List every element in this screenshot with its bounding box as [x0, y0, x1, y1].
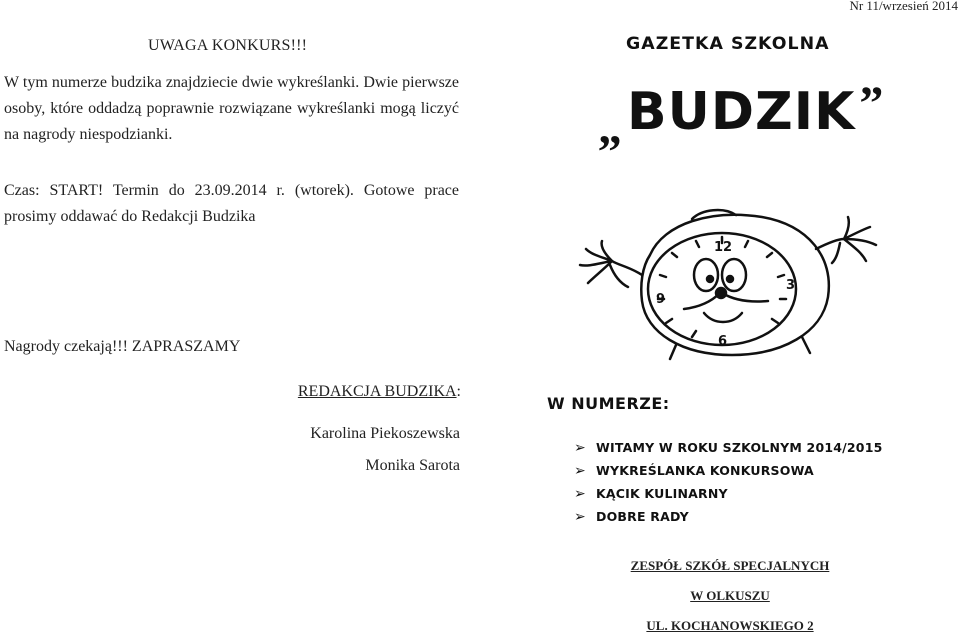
editor-name: Monika Sarota — [365, 457, 460, 474]
school-address: UL. KOCHANOWSKIEGO 2 — [646, 618, 814, 633]
editors-heading — [0, 383, 461, 401]
school-name: ZESPÓŁ SZKÓŁ SPECJALNYCH — [630, 558, 830, 573]
masthead-close-quote: ” — [859, 77, 885, 130]
clock-number-label: 9 — [656, 292, 666, 307]
paper-title: GAZETKA SZKOLNA — [626, 34, 830, 54]
arrow-bullet-icon: ➢ — [574, 439, 586, 456]
masthead — [598, 77, 885, 154]
masthead-name: BUDZIK — [627, 82, 856, 142]
arrow-bullet-icon: ➢ — [574, 485, 586, 502]
closing-line: Nagrody czekają!!! ZAPRASZAMY — [4, 338, 241, 355]
contest-paragraph: W tym numerze budzika znajdziecie dwie wykreślanki. Dwie pierwsze osoby, które oddadzą poprawnie rozwiązane wykreślanki mogą liczyć na nagrody niespodzianki. — [4, 74, 459, 143]
arrow-bullet-icon: ➢ — [574, 508, 586, 525]
contents-list — [574, 436, 883, 528]
clock-number-label: 6 — [718, 334, 728, 349]
editors-heading-text: REDAKCJA BUDZIKA — [297, 383, 457, 400]
clock-number-label: 12 — [714, 240, 733, 255]
arrow-bullet-icon: ➢ — [574, 462, 586, 479]
clock-number-label: 3 — [786, 278, 796, 293]
editor-name: Karolina Piekoszewska — [310, 425, 460, 442]
list-item — [574, 459, 883, 482]
masthead-open-quote: „ — [598, 101, 623, 154]
contents-heading: W NUMERZE: — [547, 394, 670, 413]
contents-item-label: WITAMY W ROKU SZKOLNYM 2014/2015 — [596, 440, 883, 455]
school-city: W OLKUSZU — [690, 588, 770, 603]
contents-item-label: KĄCIK KULINARNY — [596, 486, 728, 501]
list-item — [574, 436, 883, 459]
issue-number: Nr 11/wrzesień 2014 — [849, 0, 958, 13]
list-item — [574, 505, 883, 528]
editors-heading-colon: : — [456, 383, 461, 400]
list-item — [574, 482, 883, 505]
cartoon-alarm-clock-icon — [572, 205, 888, 361]
deadline-paragraph: Czas: START! Termin do 23.09.2014 r. (wtorek). Gotowe prace prosimy oddawać do Redakcji Budzika — [4, 182, 459, 225]
contest-heading: UWAGA KONKURS!!! — [148, 37, 308, 54]
contents-item-label: WYKREŚLANKA KONKURSOWA — [596, 463, 814, 478]
contents-item-label: DOBRE RADY — [596, 509, 689, 524]
